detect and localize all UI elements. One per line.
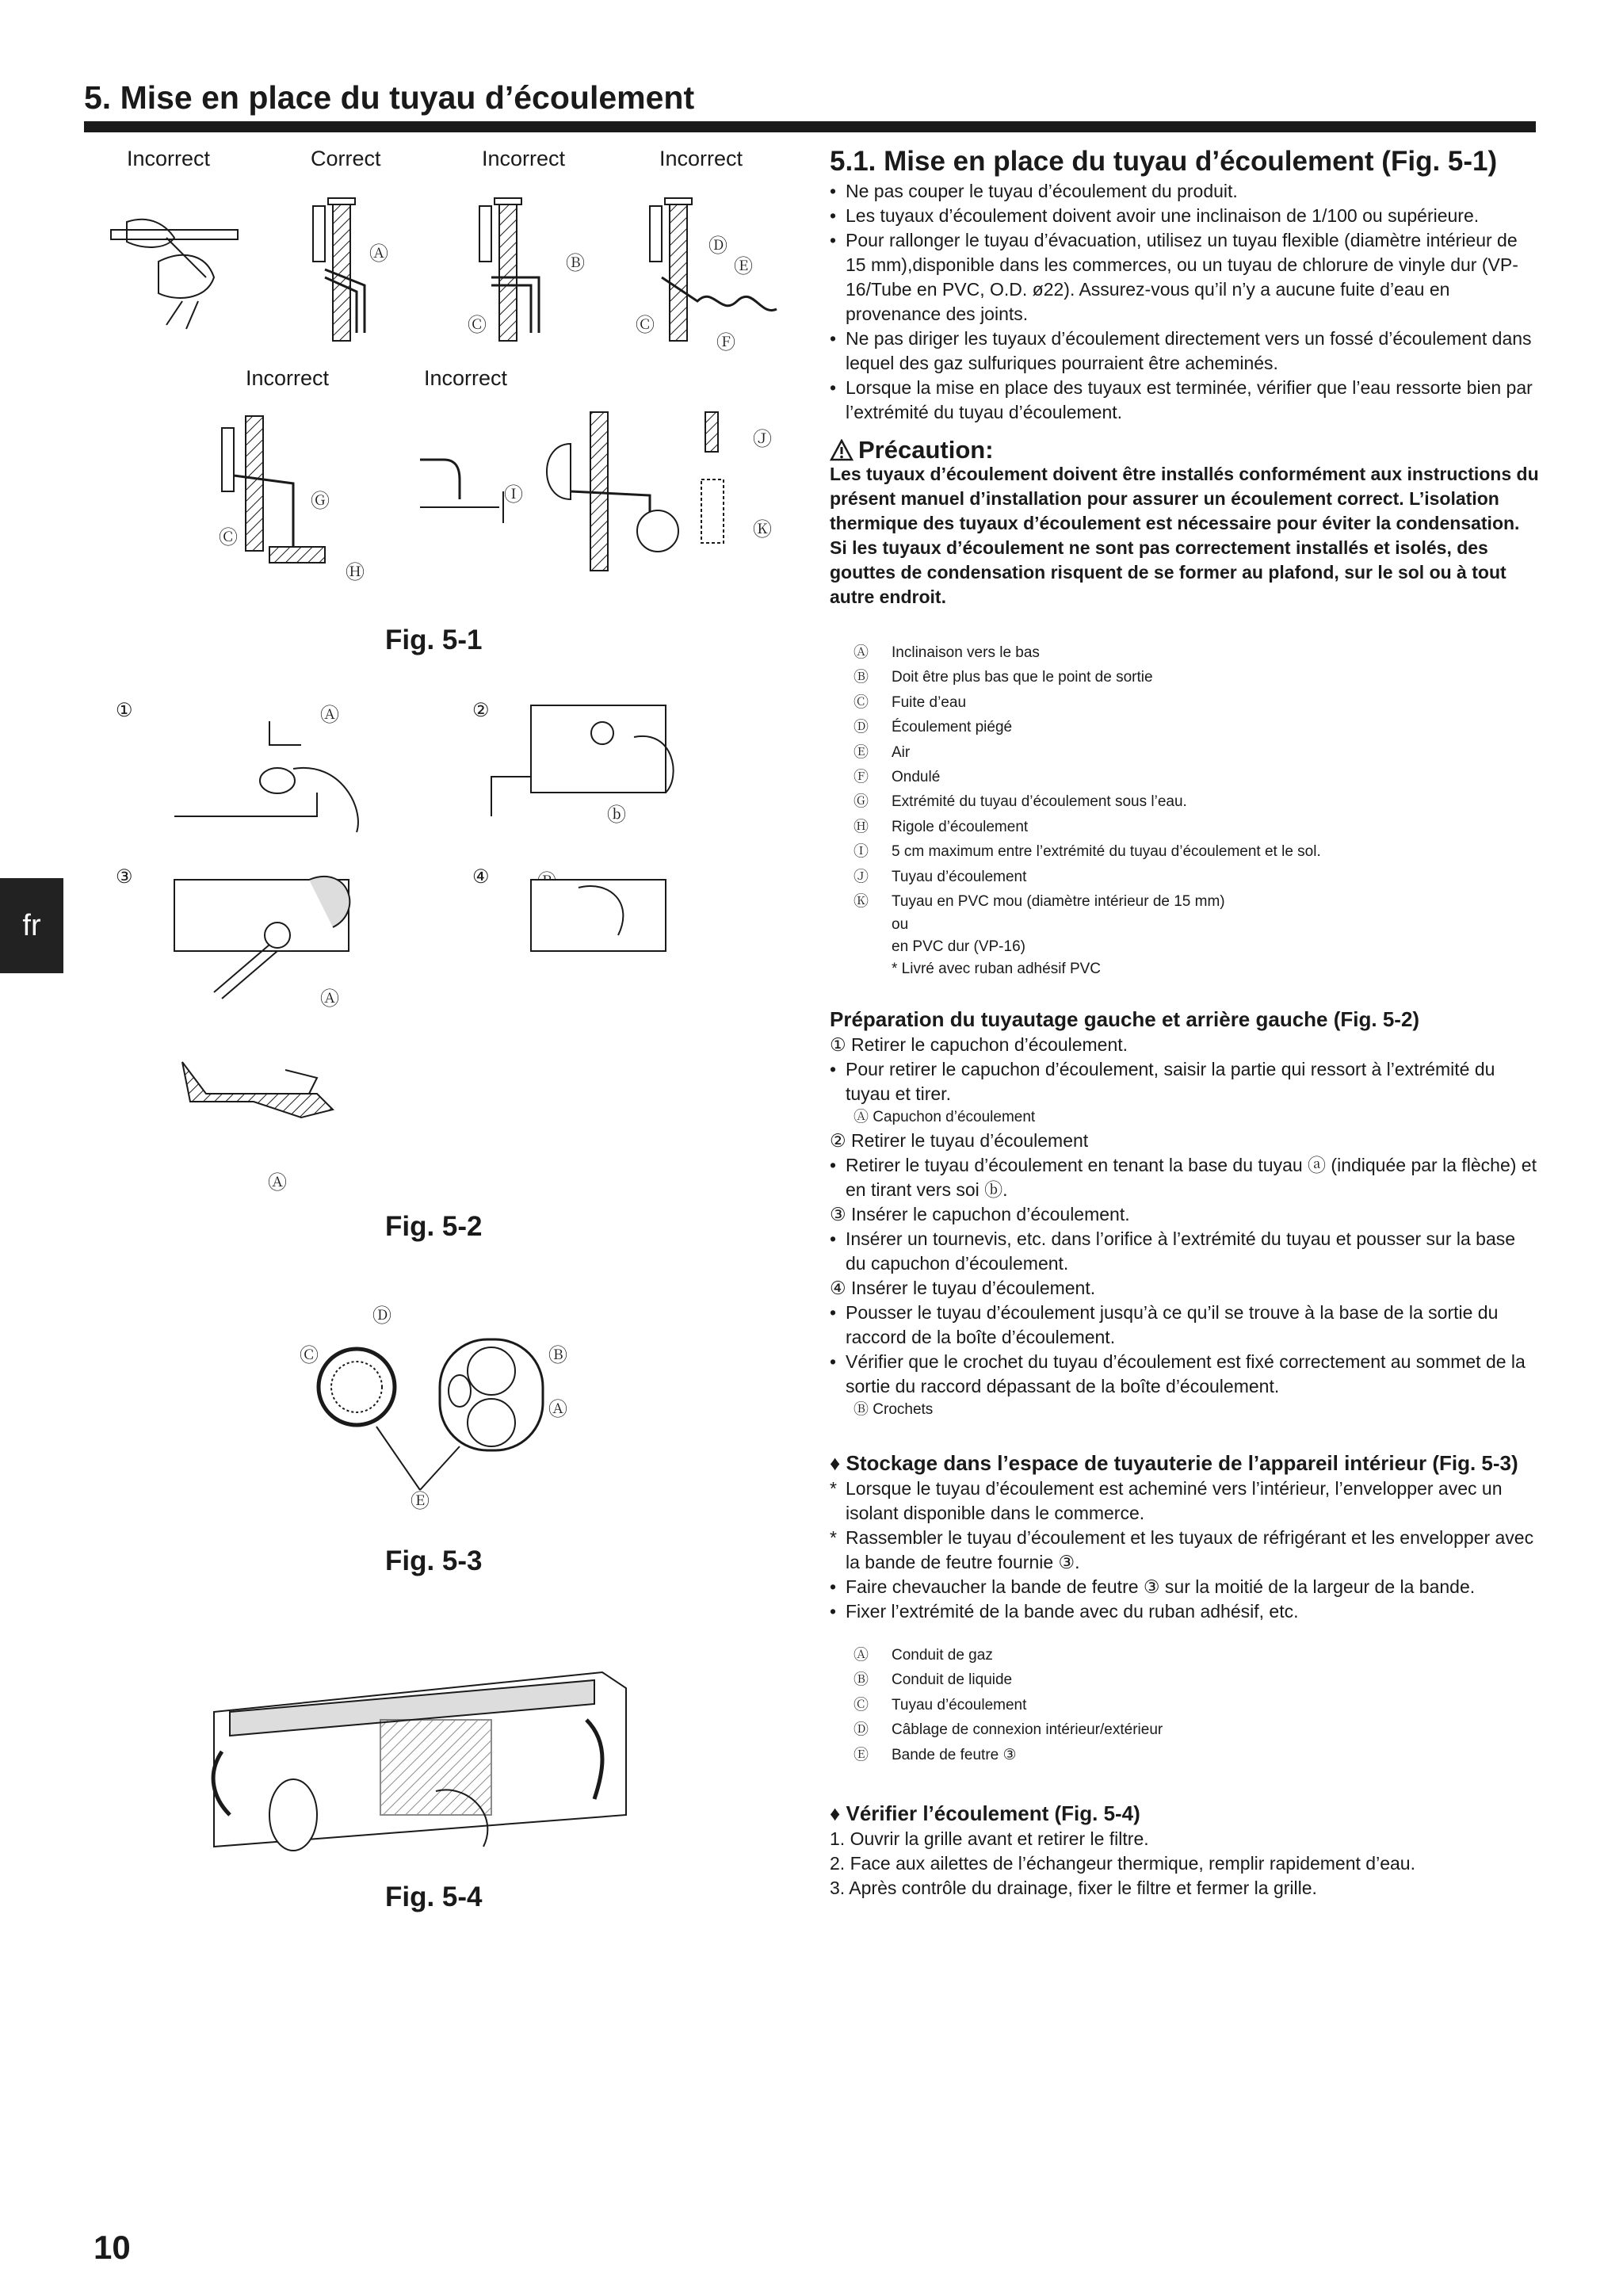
legend-text: Câblage de connexion intérieur/extérieur bbox=[892, 1721, 1163, 1739]
legend-text: Air bbox=[892, 743, 911, 761]
legend-text: Rigole d’écoulement bbox=[892, 818, 1029, 835]
legend-row bbox=[830, 740, 1539, 765]
storage-bullet-2: • Fixer l’extrémité de la bande avec du ruban adhésif, etc. bbox=[830, 1599, 1539, 1624]
fig51-label-5: Incorrect bbox=[246, 366, 330, 390]
prep-step-2: ② Retirer le tuyau d’écoulement bbox=[830, 1130, 1089, 1151]
fig51-illustration bbox=[79, 174, 792, 586]
storage-note-1: * Lorsque le tuyau d’écoulement est acheminé vers l’intérieur, l’envelopper avec un isolant disponible dans le commerce. bbox=[830, 1477, 1539, 1526]
incorrect-drain-diagram-4 bbox=[420, 460, 503, 523]
legend-row bbox=[830, 1668, 1539, 1692]
legend-key: Ⓐ bbox=[854, 644, 869, 661]
prep-step-2-detail: • Retirer le tuyau d’écoulement en tenant la base du tuyau ⓐ (indiquée par la flèche) et en tirant vers soi ⓑ. bbox=[830, 1153, 1539, 1202]
fig51-marker-i: Ⓘ bbox=[504, 484, 523, 506]
legend-key: Ⓗ bbox=[854, 818, 869, 835]
legend-extra-2: en PVC dur (VP-16) bbox=[892, 938, 1025, 956]
storage-note-2: * Rassembler le tuyau d’écoulement et les tuyaux de réfrigérant et les envelopper avec la bande de feutre fournie ③. bbox=[830, 1526, 1539, 1575]
verify-heading: ♦ Vérifier l’écoulement (Fig. 5-4) bbox=[830, 1801, 1140, 1825]
fig52-marker-b-small: ⓑ bbox=[607, 804, 626, 826]
legend-row bbox=[830, 715, 1539, 739]
bullet-item: • Ne pas diriger les tuyaux d’écoulement directement vers un fossé d’écoulement dans lequel des gaz sulfuriques pourraient être acheminés. bbox=[830, 327, 1539, 376]
legend-text: Bande de feutre ③ bbox=[892, 1746, 1017, 1763]
legend-row bbox=[830, 789, 1539, 814]
prep-step-1-legend: Ⓐ Capuchon d’écoulement bbox=[854, 1109, 1036, 1125]
legend-row bbox=[830, 839, 1539, 864]
fig51-marker-a: Ⓐ bbox=[369, 243, 388, 265]
prep-step-4-legend: Ⓑ Crochets bbox=[854, 1401, 934, 1418]
page-number: 10 bbox=[94, 2229, 131, 2266]
scissors-cut-illustration bbox=[111, 220, 238, 329]
section-5-1-bullets bbox=[830, 179, 1539, 425]
legend-row bbox=[830, 815, 1539, 839]
legend-text: Conduit de liquide bbox=[892, 1671, 1013, 1689]
legend-text: Écoulement piégé bbox=[892, 719, 1013, 736]
legend-key: Ⓙ bbox=[854, 868, 869, 885]
fig51-marker-c3: Ⓒ bbox=[219, 527, 238, 548]
fig52-step-4: ④ bbox=[472, 866, 490, 888]
incorrect-drain-diagram-2 bbox=[650, 198, 777, 341]
language-tab bbox=[0, 878, 63, 973]
legend-text: Conduit de gaz bbox=[892, 1647, 993, 1664]
fig52-illustration bbox=[158, 697, 705, 1173]
legend-text: Inclinaison vers le bas bbox=[892, 644, 1040, 661]
bullet-item: • Lorsque la mise en place des tuyaux est terminée, vérifier que l’eau ressorte bien par l’extrémité du tuyau d’écoulement. bbox=[830, 376, 1539, 425]
storage-bullet-1: • Faire chevaucher la bande de feutre ③ sur la moitié de la largeur de la bande. bbox=[830, 1575, 1539, 1599]
legend-text: Fuite d’eau bbox=[892, 693, 967, 711]
fig52-caption: Fig. 5-2 bbox=[385, 1211, 483, 1242]
legend-text: Doit être plus bas que le point de sortie bbox=[892, 669, 1153, 686]
section-5-1 bbox=[830, 144, 1539, 425]
extension-drain-diagram bbox=[547, 412, 724, 571]
bullet-item: • Ne pas couper le tuyau d’écoulement du produit. bbox=[830, 179, 1539, 204]
legend-key: Ⓑ bbox=[854, 1671, 869, 1689]
verify-step-2: 2. Face aux ailettes de l’échangeur thermique, remplir rapidement d’eau. bbox=[830, 1853, 1415, 1874]
storage-section bbox=[830, 1450, 1539, 1767]
legend-text: Extrémité du tuyau d’écoulement sous l’eau. bbox=[892, 793, 1187, 811]
fig51-marker-f: Ⓕ bbox=[716, 332, 735, 353]
legend-row bbox=[830, 640, 1539, 665]
legend-key: Ⓓ bbox=[854, 719, 869, 736]
legend-row bbox=[830, 1643, 1539, 1668]
fig53-marker-c: Ⓒ bbox=[300, 1345, 319, 1366]
fig51-marker-c2: Ⓒ bbox=[636, 315, 655, 336]
legend-text: Tuyau d’écoulement bbox=[892, 868, 1027, 885]
fig51-marker-h: Ⓗ bbox=[346, 562, 365, 583]
incorrect-drain-diagram-1 bbox=[479, 198, 539, 341]
prep-step-1: ① Retirer le capuchon d’écoulement. bbox=[830, 1034, 1128, 1055]
section-5-1-heading: 5.1. Mise en place du tuyau d’écoulement (Fig. 5-1) bbox=[830, 146, 1498, 177]
fig51-label-3: Incorrect bbox=[482, 147, 566, 170]
fig51-label-1: Incorrect bbox=[127, 147, 211, 170]
fig51-marker-c1: Ⓒ bbox=[468, 315, 487, 336]
fig51-marker-k: Ⓚ bbox=[753, 519, 772, 541]
prep-step-4-detail-2: • Vérifier que le crochet du tuyau d’écoulement est fixé correctement au sommet de la sortie du raccord dépassant de la boîte d’écoulement. bbox=[830, 1350, 1539, 1399]
fig51-caption: Fig. 5-1 bbox=[385, 625, 483, 655]
legend-row bbox=[830, 690, 1539, 715]
fig52-marker-a3: Ⓐ bbox=[268, 1172, 287, 1194]
legend-text: Tuyau en PVC mou (diamètre intérieur de 15 mm) bbox=[892, 893, 1225, 911]
fig54-caption: Fig. 5-4 bbox=[385, 1881, 483, 1912]
storage-heading: ♦ Stockage dans l’espace de tuyauterie de l’appareil intérieur (Fig. 5-3) bbox=[830, 1451, 1518, 1475]
fig51-marker-e: Ⓔ bbox=[734, 256, 753, 277]
caution-text: Les tuyaux d’écoulement doivent être installés conformément aux instructions du présent manuel d’installation pour assurer un écoulement correct. L’isolation thermique des tuyaux d’écoulement est nécessaire pour éviter la condensation. Si les tuyaux d’écoulement ne sont pas correctement installés et isolés, des gouttes de condensation risquent de se former au plafond, sur le sol ou à tout autre endroit. bbox=[830, 464, 1539, 607]
fig54-illustration bbox=[198, 1641, 666, 1870]
legend-key: Ⓒ bbox=[854, 693, 869, 711]
legend-row bbox=[830, 1693, 1539, 1717]
section-title: 5. Mise en place du tuyau d’écoulement bbox=[84, 79, 695, 116]
fig51-label-4: Incorrect bbox=[659, 147, 743, 170]
legend-key: Ⓘ bbox=[854, 843, 869, 861]
prep-section bbox=[830, 1007, 1539, 1421]
verify-step-3: 3. Après contrôle du drainage, fixer le filtre et fermer la grille. bbox=[830, 1878, 1317, 1898]
warning-icon bbox=[830, 439, 854, 461]
prep-step-4: ④ Insérer le tuyau d’écoulement. bbox=[830, 1278, 1096, 1298]
fig52-marker-a1: Ⓐ bbox=[320, 705, 339, 726]
fig53-marker-d: Ⓓ bbox=[372, 1305, 391, 1327]
legend-key: Ⓒ bbox=[854, 1696, 869, 1713]
storage-legend bbox=[830, 1643, 1539, 1767]
legend-row bbox=[830, 865, 1539, 889]
legend-row bbox=[830, 889, 1539, 914]
fig53-marker-a: Ⓐ bbox=[548, 1399, 567, 1420]
legend-key: Ⓚ bbox=[854, 893, 869, 911]
fig51-marker-b: Ⓑ bbox=[566, 253, 585, 274]
legend-fig51 bbox=[830, 640, 1539, 980]
fig53-marker-b: Ⓑ bbox=[548, 1345, 567, 1366]
verify-step-1: 1. Ouvrir la grille avant et retirer le filtre. bbox=[830, 1828, 1149, 1849]
prep-step-3: ③ Insérer le capuchon d’écoulement. bbox=[830, 1204, 1130, 1224]
fig52-step-3: ③ bbox=[116, 866, 133, 888]
fig51-label-6: Incorrect bbox=[424, 366, 508, 390]
legend-text: 5 cm maximum entre l’extrémité du tuyau d’écoulement et le sol. bbox=[892, 843, 1321, 861]
fig53-marker-e: Ⓔ bbox=[411, 1491, 430, 1512]
language-label: fr bbox=[22, 908, 41, 942]
legend-key: Ⓔ bbox=[854, 743, 869, 761]
legend-row bbox=[830, 765, 1539, 789]
legend-text: Ondulé bbox=[892, 769, 941, 786]
legend-row bbox=[830, 1743, 1539, 1767]
prep-step-4-detail-1: • Pousser le tuyau d’écoulement jusqu’à ce qu’il se trouve à la base de la sortie du raccord de la boîte d’écoulement. bbox=[830, 1301, 1539, 1350]
legend-key: Ⓓ bbox=[854, 1721, 869, 1739]
legend-text: Tuyau d’écoulement bbox=[892, 1696, 1027, 1713]
prep-step-3-detail: • Insérer un tournevis, etc. dans l’orifice à l’extrémité du tuyau et pousser sur la base du capuchon d’écoulement. bbox=[830, 1227, 1539, 1276]
legend-key: Ⓐ bbox=[854, 1647, 869, 1664]
legend-key: Ⓕ bbox=[854, 769, 869, 786]
fig51-label-2: Correct bbox=[311, 147, 381, 170]
title-rule bbox=[84, 121, 1536, 132]
prep-step-1-detail: • Pour retirer le capuchon d’écoulement, saisir la partie qui ressort à l’extrémité du tuyau et tirer. bbox=[830, 1057, 1539, 1106]
correct-drain-diagram bbox=[313, 198, 365, 341]
fig51-marker-g: Ⓖ bbox=[311, 491, 330, 512]
fig53-illustration bbox=[301, 1308, 586, 1514]
legend-key: Ⓑ bbox=[854, 669, 869, 686]
bullet-item: • Les tuyaux d’écoulement doivent avoir une inclinaison de 1/100 ou supérieure. bbox=[830, 204, 1539, 228]
fig52-step-1: ① bbox=[116, 700, 133, 721]
legend-row bbox=[830, 665, 1539, 690]
legend-extra-1: ou bbox=[892, 916, 909, 934]
caution-title bbox=[830, 437, 1539, 462]
fig52-marker-a2: Ⓐ bbox=[320, 988, 339, 1010]
fig53-caption: Fig. 5-3 bbox=[385, 1545, 483, 1576]
legend-row bbox=[830, 1717, 1539, 1742]
bullet-item: • Pour rallonger le tuyau d’évacuation, utilisez un tuyau flexible (diamètre intérieur de 15 mm),disponible dans les commerces, ou un tuyau de chlorure de vinyle dur (VP-16/Tube en PVC, O.D. ø22). Assurez-vous qu’il n’y a aucune fuite d’eau en provenance des joints. bbox=[830, 228, 1539, 327]
prep-heading: Préparation du tuyautage gauche et arrière gauche (Fig. 5-2) bbox=[830, 1007, 1420, 1031]
legend-key: Ⓔ bbox=[854, 1746, 869, 1763]
fig52-step-2: ② bbox=[472, 700, 490, 721]
caution-title-text: Précaution: bbox=[858, 436, 994, 464]
fig51-marker-d: Ⓓ bbox=[708, 235, 727, 257]
legend-key: Ⓖ bbox=[854, 793, 869, 811]
verify-section bbox=[830, 1801, 1539, 1901]
fig51-marker-j: Ⓙ bbox=[753, 429, 772, 450]
caution-block bbox=[830, 437, 1539, 609]
legend-extra-3: * Livré avec ruban adhésif PVC bbox=[892, 961, 1102, 978]
